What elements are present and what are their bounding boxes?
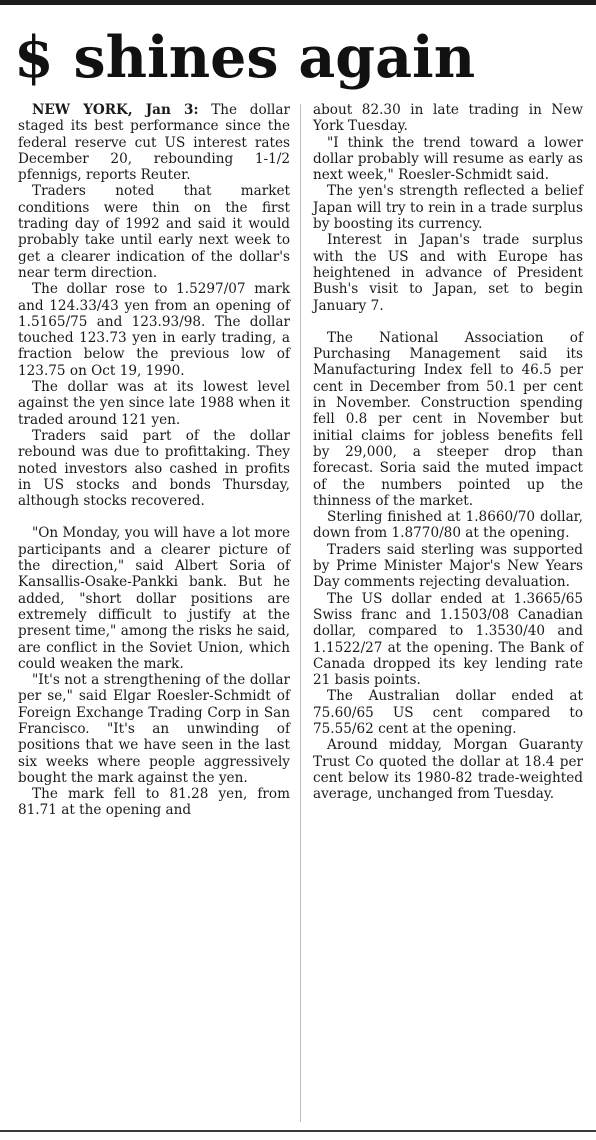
top-rule [0, 0, 596, 5]
article-paragraph: Traders said part of the dollar rebound was due to profittaking. They noted investors also cashed in profits in US stocks and bonds Thursday, although stocks recovered. [18, 427, 290, 510]
article-paragraph: The Australian dollar ended at 75.60/65 US cent compared to 75.55/62 cent at the opening. [313, 688, 583, 737]
article-paragraph: Interest in Japan's trade surplus with the US and with Europe has heightened in advance of President Bush's visit to Japan, set to begin January 7. [313, 232, 583, 314]
bottom-rule [0, 1130, 596, 1140]
article-paragraph: Sterling finished at 1.8660/70 dollar, down from 1.8770/80 at the opening. [313, 509, 583, 542]
article-paragraph: The mark fell to 81.28 yen, from 81.71 at the opening and [18, 786, 290, 819]
paragraph-text: The dollar staged its best performance since the federal reserve cut US interest rates December 20, rebounding 1-1/2 pfennigs, reports Reuter. [18, 102, 290, 184]
dateline: NEW YORK, Jan 3: [32, 102, 199, 118]
article-paragraph: about 82.30 in late trading in New York Tuesday. [313, 102, 583, 135]
article-column-left [18, 102, 290, 819]
article-paragraph: "I think the trend toward a lower dollar probably will resume as early as next week," Roesler-Schmidt said. [313, 134, 583, 184]
column-divider [300, 104, 301, 1122]
article-paragraph: Traders noted that market conditions were thin on the first trading day of 1992 and said it would probably take until early next week to get a clearer indication of the dollar's near term direction. [18, 183, 290, 281]
article-paragraph: "On Monday, you will have a lot more participants and a clearer picture of the direction," said Albert Soria of Kansallis-Osake-Pankki bank. But he added, "short dollar positions are extremely difficult to justify at the present time," among the risks he said, are conflict in the Soviet Union, which could weaken the mark. [18, 525, 290, 672]
article-paragraph: Around midday, Morgan Guaranty Trust Co quoted the dollar at 18.4 per cent below its 1980-82 trade-weighted average, unchanged from Tuesday. [313, 737, 583, 803]
article-paragraph: The US dollar ended at 1.3665/65 Swiss franc and 1.1503/08 Canadian dollar, compared to 1.3530/40 and 1.1522/27 at the opening. The Bank of Canada dropped its key lending rate 21 basis points. [313, 590, 583, 689]
article-paragraph: "It's not a strengthening of the dollar per se," said Elgar Roesler-Schmidt of Foreign Exchange Trading Corp in San Francisco. "It's an unwinding of positions that we have seen in the last six weeks where people aggressively bought the mark against the yen. [18, 672, 290, 786]
article-paragraph: The dollar was at its lowest level against the yen since late 1988 when it traded around 121 yen. [18, 379, 290, 428]
article-paragraph: The yen's strength reflected a belief Japan will try to rein in a trade surplus by boosting its currency. [313, 183, 583, 233]
article-paragraph: The dollar rose to 1.5297/07 mark and 124.33/43 yen from an opening of 1.5165/75 and 123.93/98. The dollar touched 123.73 yen in early trading, a fraction below the previous low of 123.75 on Oct 19, 1990. [18, 281, 290, 379]
article-column-right [313, 102, 583, 802]
headline: $ shines again [14, 24, 476, 91]
article-paragraph [18, 102, 290, 183]
article-paragraph: The National Association of Purchasing Management said its Manufacturing Index fell to 46.5 per cent in December from 50.1 per cent in November. Construction spending fell 0.8 per cent in November but initial claims for jobless benefits fell by 29,000, a steeper drop than forecast. Soria said the muted impact of the numbers pointed up the thinness of the market. [313, 329, 583, 509]
article-paragraph: Traders said sterling was supported by Prime Minister Major's New Years Day comments rejecting devaluation. [313, 541, 583, 591]
